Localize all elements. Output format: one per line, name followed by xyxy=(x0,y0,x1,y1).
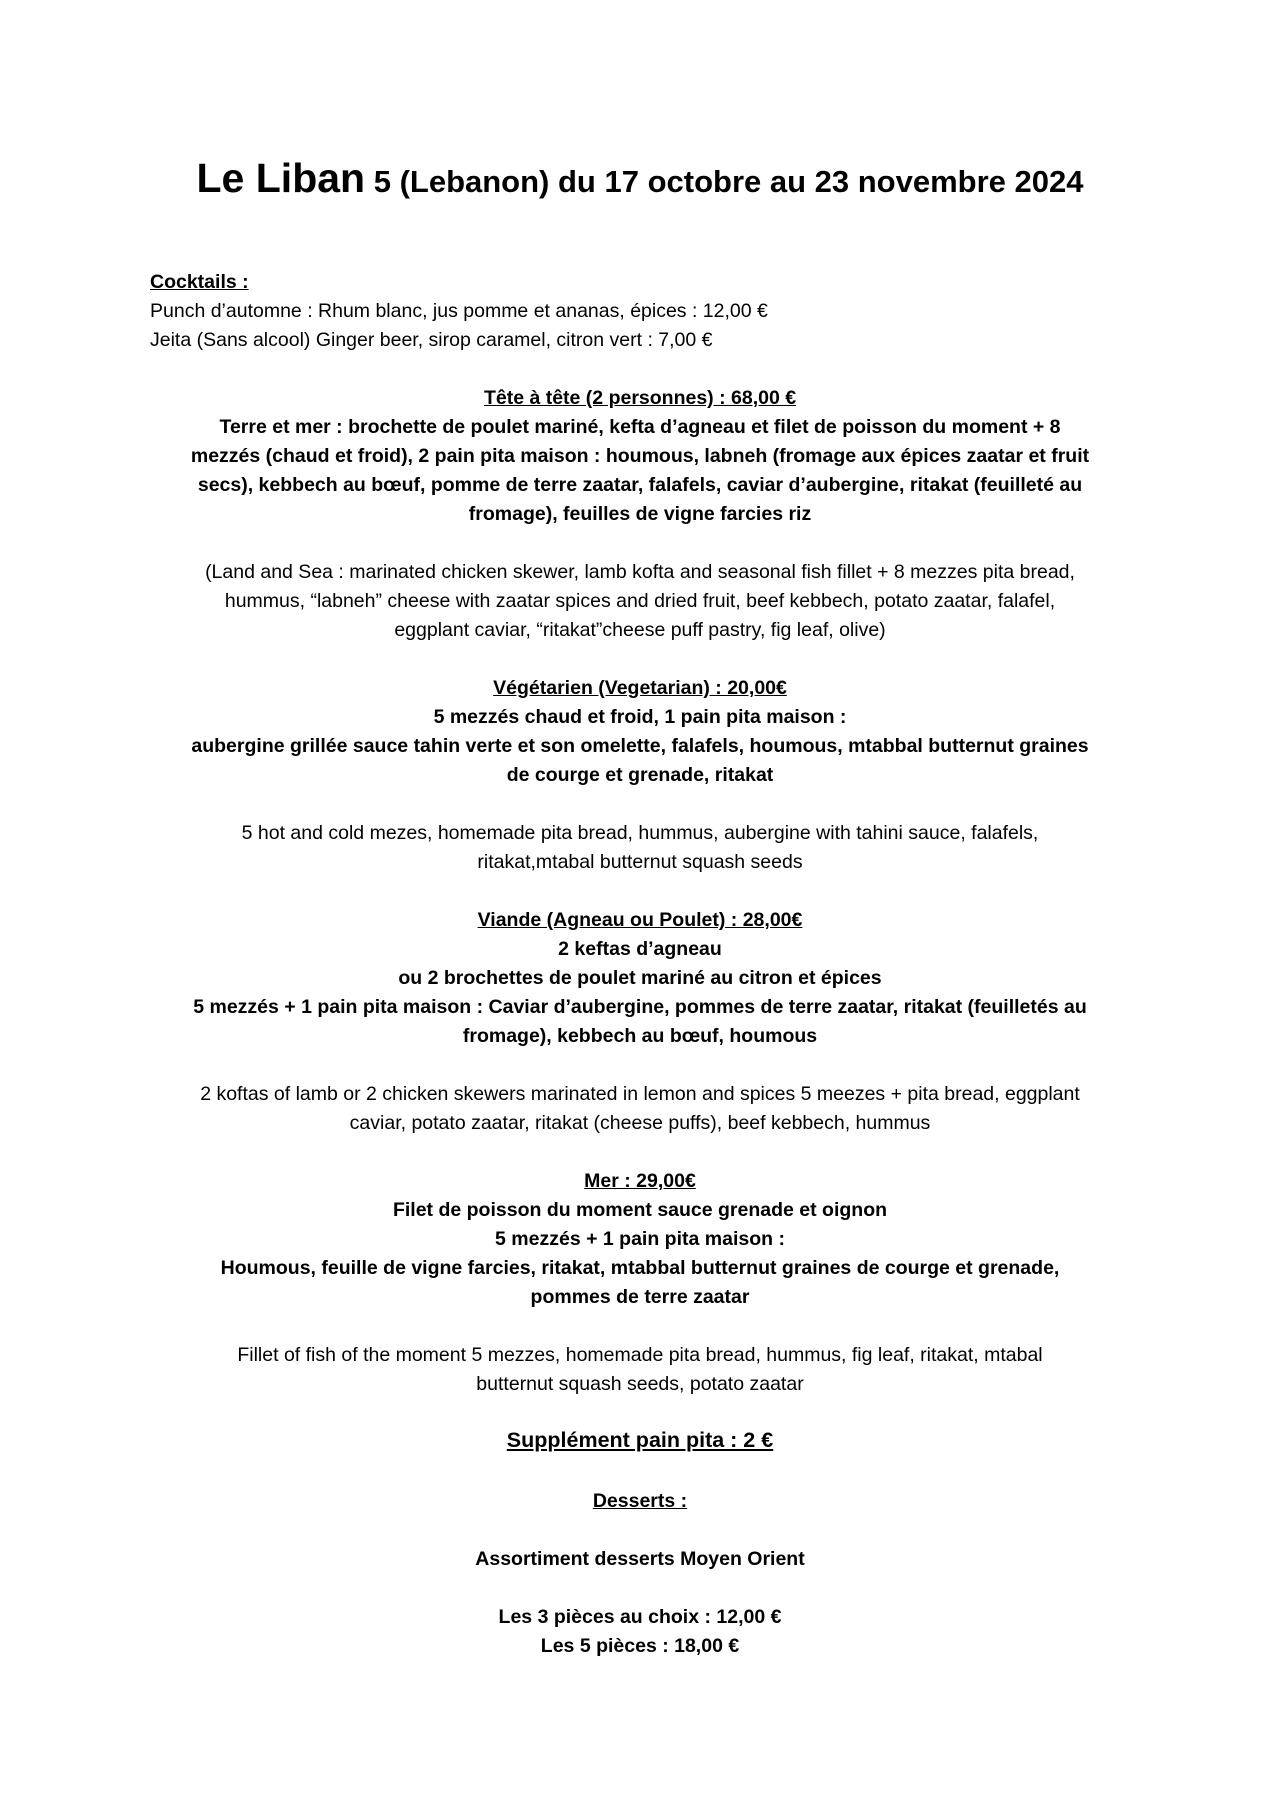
dessert-price-line: Les 5 pièces : 18,00 € xyxy=(540,1635,740,1657)
mer-fr-line: 5 mezzés + 1 pain pita maison : xyxy=(495,1228,785,1250)
mer-heading: Mer : 29,00€ xyxy=(584,1170,696,1192)
cocktails-heading: Cocktails : xyxy=(150,271,249,293)
tete-a-tete-fr-line: Terre et mer : brochette de poulet mariné, kefta d’agneau et filet de poisson du moment + 8 xyxy=(219,416,1061,438)
mer-section xyxy=(150,1167,1130,1312)
vegetarien-fr-line: 5 mezzés chaud et froid, 1 pain pita maison : xyxy=(433,706,847,728)
vegetarien-english xyxy=(150,819,1130,877)
desserts-subheading: Assortiment desserts Moyen Orient xyxy=(475,1548,805,1570)
mer-fr-line: Filet de poisson du moment sauce grenade et oignon xyxy=(392,1199,888,1221)
tete-a-tete-en-line: eggplant caviar, “ritakat”cheese puff pastry, fig leaf, olive) xyxy=(394,619,886,641)
viande-en-line: 2 koftas of lamb or 2 chicken skewers marinated in lemon and spices 5 meezes + pita bread, eggplant xyxy=(200,1083,1080,1105)
desserts-heading-block xyxy=(150,1487,1130,1516)
desserts-prices xyxy=(150,1603,1130,1661)
cocktails-section xyxy=(150,268,1130,355)
tete-a-tete-fr-line: fromage), feuilles de vigne farcies riz xyxy=(468,503,812,525)
cocktail-item: Jeita (Sans alcool) Ginger beer, sirop caramel, citron vert : 7,00 € xyxy=(150,329,713,351)
dessert-price-line: Les 3 pièces au choix : 12,00 € xyxy=(498,1606,782,1628)
tete-a-tete-english xyxy=(150,558,1130,645)
vegetarien-en-line: ritakat,mtabal butternut squash seeds xyxy=(477,851,803,873)
supplement-section xyxy=(150,1424,1130,1456)
tete-a-tete-section xyxy=(150,384,1130,529)
viande-fr-line: fromage), kebbech au bœuf, houmous xyxy=(462,1025,818,1047)
desserts-heading: Desserts : xyxy=(592,1490,688,1512)
viande-en-line: caviar, potato zaatar, ritakat (cheese puffs), beef kebbech, hummus xyxy=(349,1112,931,1134)
mer-fr-line: pommes de terre zaatar xyxy=(530,1286,750,1308)
mer-english xyxy=(150,1341,1130,1399)
viande-english xyxy=(150,1080,1130,1138)
tete-a-tete-en-line: hummus, “labneh” cheese with zaatar spices and dried fruit, beef kebbech, potato zaatar, falafel, xyxy=(224,590,1056,612)
vegetarien-en-line: 5 hot and cold mezes, homemade pita bread, hummus, aubergine with tahini sauce, falafels, xyxy=(241,822,1039,844)
supplement-pita: Supplément pain pita : 2 € xyxy=(506,1428,774,1452)
viande-section xyxy=(150,906,1130,1051)
tete-a-tete-fr-line: mezzés (chaud et froid), 2 pain pita maison : houmous, labneh (fromage aux épices zaatar et fruit xyxy=(190,445,1090,467)
vegetarien-fr-line: aubergine grillée sauce tahin verte et son omelette, falafels, houmous, mtabbal butternut graines xyxy=(191,735,1089,757)
title-main: Le Liban xyxy=(196,155,366,201)
vegetarien-heading: Végétarien (Vegetarian) : 20,00€ xyxy=(493,677,787,699)
vegetarien-fr-line: de courge et grenade, ritakat xyxy=(506,764,774,786)
viande-heading: Viande (Agneau ou Poulet) : 28,00€ xyxy=(477,909,803,931)
tete-a-tete-fr-line: secs), kebbech au bœuf, pomme de terre zaatar, falafels, caviar d’aubergine, ritakat (feuilleté au xyxy=(197,474,1083,496)
desserts-subheading-block xyxy=(150,1545,1130,1574)
viande-fr-line: 2 keftas d’agneau xyxy=(558,938,722,960)
viande-fr-line: ou 2 brochettes de poulet mariné au citron et épices xyxy=(398,967,882,989)
cocktail-item: Punch d’automne : Rhum blanc, jus pomme et ananas, épices : 12,00 € xyxy=(150,300,768,322)
title-rest: 5 (Lebanon) du 17 octobre au 23 novembre 2024 xyxy=(373,164,1084,199)
tete-a-tete-en-line: (Land and Sea : marinated chicken skewer, lamb kofta and seasonal fish fillet + 8 mezzes pita bread, xyxy=(205,561,1075,583)
page-title xyxy=(0,155,1280,202)
mer-en-line: butternut squash seeds, potato zaatar xyxy=(476,1373,804,1395)
tete-a-tete-heading: Tête à tête (2 personnes) : 68,00 € xyxy=(483,387,797,409)
viande-fr-line: 5 mezzés + 1 pain pita maison : Caviar d’aubergine, pommes de terre zaatar, ritakat (feuilletés au xyxy=(193,996,1087,1018)
vegetarien-section xyxy=(150,674,1130,790)
mer-fr-line: Houmous, feuille de vigne farcies, ritakat, mtabbal butternut graines de courge et grenade, xyxy=(220,1257,1060,1279)
mer-en-line: Fillet of fish of the moment 5 mezzes, homemade pita bread, hummus, fig leaf, ritakat, mtabal xyxy=(237,1344,1043,1366)
